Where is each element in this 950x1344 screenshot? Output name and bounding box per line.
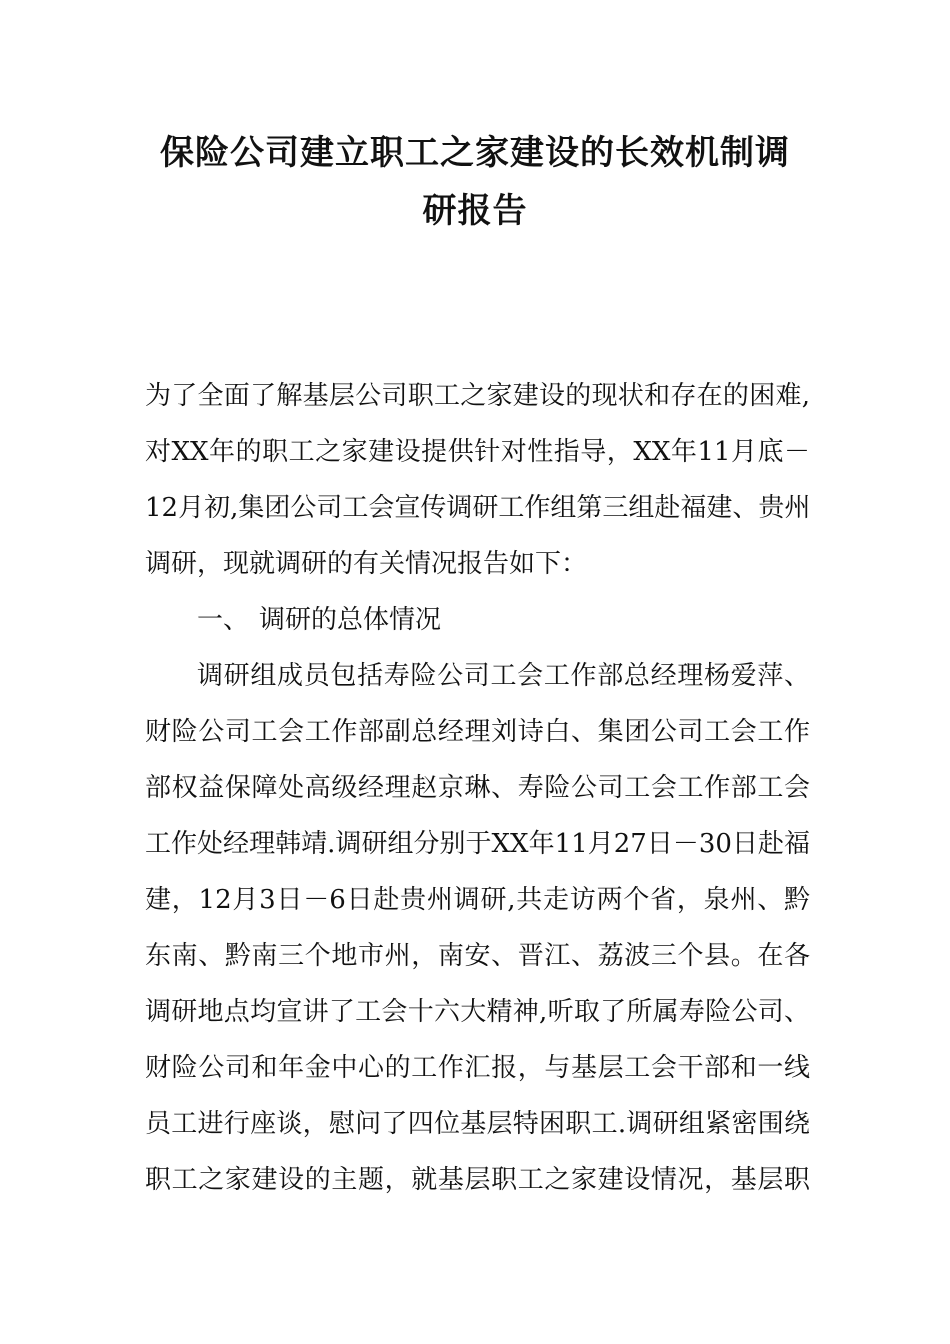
- paragraph-1-line-2: 对XX年的职工之家建设提供针对性指导，XX年11月底－: [145, 437, 810, 467]
- paragraph-2-line-10: 职工之家建设的主题，就基层职工之家建设情况，基层职: [145, 1165, 810, 1195]
- section-1-heading: [145, 592, 810, 648]
- paragraph-2-line-7: 调研地点均宣讲了工会十六大精神,听取了所属寿险公司、: [145, 997, 810, 1027]
- paragraph-2-line-2: 财险公司工会工作部副总经理刘诗白、集团公司工会工作: [145, 717, 810, 747]
- paragraph-2-line-4: 工作处经理韩靖.调研组分别于XX年11月27日－30日赴福: [145, 829, 810, 859]
- paragraph-2-line-8: 财险公司和年金中心的工作汇报，与基层工会干部和一线: [145, 1053, 810, 1083]
- document-title-line-2: 研报告: [422, 191, 528, 231]
- paragraph-2-line-5: 建，12月3日－6日赴贵州调研,共走访两个省，泉州、黔: [145, 885, 810, 915]
- paragraph-1-line-1: 为了全面了解基层公司职工之家建设的现状和存在的困难,: [145, 381, 810, 411]
- paragraph-2-line-1: 调研组成员包括寿险公司工会工作部总经理杨爱萍、: [197, 661, 810, 691]
- paragraph-2-line-3: 部权益保障处高级经理赵京琳、寿险公司工会工作部工会: [145, 773, 810, 803]
- document-title-line-1: 保险公司建立职工之家建设的长效机制调: [160, 133, 790, 173]
- document-body: [145, 368, 810, 1208]
- section-1-title: 调研的总体情况: [259, 605, 442, 635]
- paragraph-2-line-9: 员工进行座谈，慰问了四位基层特困职工.调研组紧密围绕: [145, 1109, 810, 1139]
- section-1-number: 一、: [197, 605, 250, 635]
- paragraph-1-line-3: 12月初,集团公司工会宣传调研工作组第三组赴福建、贵州: [145, 493, 811, 523]
- paragraph-2-line-6: 东南、黔南三个地市州，南安、晋江、荔波三个县。在各: [145, 941, 810, 971]
- paragraph-1-line-4: 调研，现就调研的有关情况报告如下：: [145, 549, 588, 579]
